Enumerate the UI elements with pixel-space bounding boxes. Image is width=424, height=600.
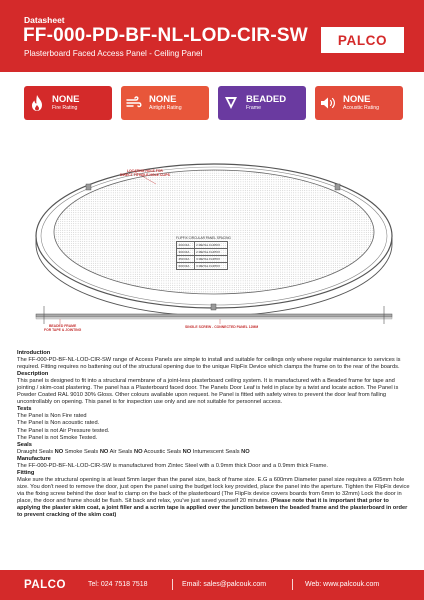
frame-label: Frame bbox=[246, 105, 261, 111]
footer-email[interactable]: Email: sales@palcouk.com bbox=[182, 581, 267, 588]
fitting-heading: Fitting bbox=[17, 469, 35, 476]
flipfix-clip bbox=[86, 184, 91, 190]
footer-bar bbox=[0, 570, 424, 600]
fire-rating-value: NONE bbox=[52, 94, 80, 105]
airtight-rating-badge bbox=[121, 86, 209, 120]
flipfix-table-title: FLIPFIX CIRCULAR PANEL SPACING bbox=[176, 236, 231, 240]
airtight-rating-value: NONE bbox=[149, 94, 177, 105]
airtight-rating-label: Airtight Rating bbox=[149, 105, 182, 111]
product-subtitle: Plasterboard Faced Access Panel - Ceiling Panel bbox=[24, 49, 203, 58]
fire-rating-badge bbox=[24, 86, 112, 120]
technical-drawing bbox=[0, 128, 424, 342]
flipfix-clip bbox=[211, 304, 216, 310]
wind-icon bbox=[121, 86, 147, 120]
tests-heading: Tests bbox=[17, 406, 32, 413]
seal-part: Intumescent Seals bbox=[191, 448, 242, 455]
table-cell: 2 METAL FLIPFIX bbox=[194, 249, 227, 256]
intro-heading: Introduction bbox=[17, 350, 51, 356]
flipfix-clip bbox=[335, 184, 340, 190]
footer-logo: PALCO bbox=[24, 579, 66, 591]
test-item: The Panel is Non Fire rated bbox=[17, 413, 87, 420]
beaded-frame-label bbox=[44, 324, 81, 332]
acoustic-rating-text bbox=[341, 94, 379, 112]
table-row bbox=[177, 249, 228, 256]
seal-part: Draught Seals bbox=[17, 448, 55, 455]
table-row bbox=[177, 263, 228, 270]
frame-text bbox=[244, 94, 286, 112]
frame-badge bbox=[218, 86, 306, 120]
footer-phone[interactable]: Tel: 024 7518 7518 bbox=[88, 581, 148, 588]
manufacture-heading: Manufacture bbox=[17, 455, 51, 462]
table-cell: 450 DIA bbox=[177, 256, 195, 263]
seals-text bbox=[17, 449, 412, 456]
acoustic-rating-value: NONE bbox=[343, 94, 371, 105]
fitting-body: Make sure the structural opening is at least 5mm larger than the panel size, back of frame size. E.G a 600mm Diameter panel size requires a 605mm hole size. You don't need to remove the door, just open the panel using the budget lock key provided, place the panel into the aperture. Tighten the FlipFix device via the fixing screw behind the door leaf to clamp on the back of the plasterboard (The FlipFix device covers boards from 6mm to 32mm) Lock the door in place, the door and frame should be flush. Sit back and relax, you've just saved yourself 20 minutes. bbox=[17, 476, 410, 504]
table-row bbox=[177, 256, 228, 263]
manufacture-text: The FF-000-PD-BF-NL-LOD-CIR-SW is manufactured from Zintec Steel with a 0.9mm thick Door and a 0.9mm thick Frame. bbox=[17, 462, 329, 469]
intro-text: The FF-000-PD-BF-NL-LOD-CIR-SW range of Access Panels are simple to install and suitable for ceilings only where regular maintenance to services is required. Fitting requires no battening out of the structural opening due to the unique FlipFix Device which clamps the frame on to the rear of the boards. bbox=[17, 357, 401, 371]
datasheet-content bbox=[17, 350, 412, 519]
fitting-text bbox=[17, 477, 412, 519]
seal-part: NO bbox=[133, 448, 143, 455]
fire-rating-text bbox=[50, 94, 79, 112]
seal-part: Smoke Seals bbox=[63, 448, 100, 455]
footer-website[interactable]: Web: www.palcouk.com bbox=[305, 581, 380, 588]
frame-value: BEADED bbox=[246, 94, 287, 105]
test-item: The Panel is not Air Pressure tested. bbox=[17, 427, 110, 434]
seal-part: NO bbox=[182, 448, 192, 455]
beaded-frame-line2: FOR TAPE & JOINTING bbox=[44, 328, 82, 332]
test-item: The Panel is Non acoustic rated. bbox=[17, 420, 100, 427]
beaded-frame-line1: BEADED FRAME bbox=[48, 324, 77, 328]
product-title: FF-000-PD-BF-NL-LOD-CIR-SW bbox=[23, 25, 308, 46]
panel-diagram bbox=[0, 128, 424, 342]
speaker-icon bbox=[315, 86, 341, 120]
seal-part: NO bbox=[99, 448, 109, 455]
table-cell: 2 METAL FLIPFIX bbox=[194, 242, 227, 249]
table-cell: 200 DIA bbox=[177, 242, 195, 249]
description-heading: Description bbox=[17, 371, 49, 378]
single-screw-label: SINGLE SCREW - CONNECTED PANEL 12MM bbox=[185, 325, 259, 329]
seal-part: NO bbox=[54, 448, 64, 455]
frame-icon bbox=[218, 86, 244, 120]
datasheet-label: Datasheet bbox=[24, 15, 65, 25]
table-cell: 600 DIA bbox=[177, 263, 195, 270]
test-item: The Panel is not Smoke Tested. bbox=[17, 434, 98, 441]
flipfix-spacing-table bbox=[176, 241, 228, 270]
header-banner bbox=[0, 0, 424, 72]
locating-hole-label bbox=[120, 169, 170, 177]
airtight-rating-text bbox=[147, 94, 182, 112]
seals-heading: Seals bbox=[17, 441, 32, 448]
table-cell: 3 METAL FLIPFIX bbox=[194, 263, 227, 270]
table-row bbox=[177, 242, 228, 249]
description-text: This panel is designed to fit into a structural membrane of a joint-less plasterboard ceiling system. It is manufactured with a Beaded frame for tape and jointing / skim-coat plastering. The panel has a Plasterboard faced door. The Panels Door Leaf is held in place by a twist and locate action. The Panel is Powder Coated RAL 9010 30% Gloss. Other colours available upon request. he Panel is fitted with safety wires to prevent the door leaf from falling uncontrollably on opening. This panel is for inspection use only and are not suitable for personnel access. bbox=[17, 378, 399, 406]
locating-hole-line1: LOCATING HOLE FOR bbox=[126, 169, 163, 173]
flame-icon bbox=[24, 86, 50, 120]
seal-part: Air Seals bbox=[108, 448, 134, 455]
footer-divider bbox=[172, 579, 173, 590]
locating-hole-line2: DIRECT TO HOLE HOLE CLIPS bbox=[120, 173, 170, 177]
fire-rating-label: Fire Rating bbox=[52, 105, 78, 111]
acoustic-rating-badge bbox=[315, 86, 403, 120]
footer-divider bbox=[292, 579, 293, 590]
seal-part: NO bbox=[241, 448, 250, 455]
table-cell: 300 DIA bbox=[177, 249, 195, 256]
seal-part: Acoustic Seals bbox=[142, 448, 183, 455]
palco-logo bbox=[321, 27, 404, 53]
table-cell: 3 METAL FLIPFIX bbox=[194, 256, 227, 263]
fitting-note: (Please note that it is important that prior to applying the plaster skim coat, a joint filler and a scrim tape is applied over the junction between the beaded frame and the plasterboard in order to prevent cracking of the skim coat) bbox=[17, 497, 408, 519]
acoustic-rating-label: Acoustic Rating bbox=[343, 105, 380, 111]
logo-text: PALCO bbox=[337, 32, 388, 48]
